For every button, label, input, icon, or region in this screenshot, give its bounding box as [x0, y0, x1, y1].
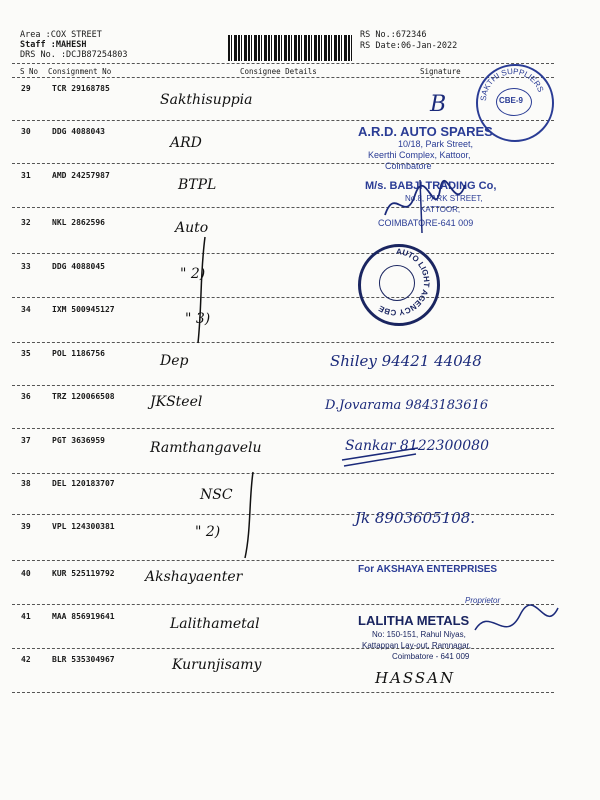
row-consignee: " 2) — [195, 524, 221, 540]
row-signature: Jk 8903605108. — [355, 509, 476, 527]
row-consignment: TRZ 120066508 — [52, 392, 115, 401]
row-divider — [12, 207, 554, 208]
row-signature: Sankar 8122300080 — [345, 438, 489, 454]
rs-number: RS No.:672346 — [360, 30, 427, 40]
row-consignee: Dep — [160, 353, 189, 369]
table-row — [0, 218, 600, 258]
col-consignment: Consignment No — [48, 67, 112, 76]
row-sno: 32 — [21, 218, 31, 227]
lalitha-stamp-addr1: No: 150-151, Rahul Niyas, — [372, 630, 466, 639]
row-consignment: DDG 4088043 — [52, 127, 105, 136]
babji-stamp-name: M/s. BABJI TRADING Co, — [365, 180, 497, 192]
row-consignee: Kurunjisamy — [172, 657, 262, 673]
row-consignment: IXM 500945127 — [52, 305, 115, 314]
row-divider — [12, 297, 554, 298]
ditto-bracket — [235, 470, 265, 560]
row-divider — [12, 560, 554, 561]
row-sno: 35 — [21, 349, 31, 358]
ard-stamp-addr3: Coimbatore — [385, 161, 432, 171]
ard-stamp-addr2: Keerthi Complex, Kattoor, — [368, 150, 471, 160]
row-divider — [12, 342, 554, 343]
table-row — [0, 509, 600, 562]
rs-date: RS Date:06-Jan-2022 — [360, 41, 458, 51]
row-sno: 36 — [21, 392, 31, 401]
table-row — [0, 392, 600, 432]
row-divider — [12, 253, 554, 254]
akshaya-stamp: For AKSHAYA ENTERPRISES — [358, 564, 498, 575]
table-row — [0, 655, 600, 695]
table-row — [0, 305, 600, 345]
babji-stamp-addr1: No.8, PARK STREET, — [405, 194, 483, 203]
row-sno: 34 — [21, 305, 31, 314]
row-divider — [12, 692, 554, 693]
row-consignment: NKL 2862596 — [52, 218, 105, 227]
row-consignee: Akshayaenter — [145, 569, 243, 585]
row-consignment: AMD 24257987 — [52, 171, 110, 180]
row-consignment: MAA 856919641 — [52, 612, 115, 621]
barcode — [228, 35, 352, 61]
row-sno: 30 — [21, 127, 31, 136]
row-sno: 39 — [21, 522, 31, 531]
row-signature: D.Jovarama 9843183616 — [325, 398, 489, 413]
signature-strike — [340, 440, 420, 470]
row-consignee: " 2) — [180, 266, 206, 282]
row-consignee: " 3) — [185, 311, 211, 327]
svg-text:AUTO LIGHT AGENCY CBE: AUTO LIGHT AGENCY CBE — [377, 246, 432, 318]
row-divider — [12, 120, 554, 121]
col-sno: S No — [20, 67, 39, 76]
lalitha-stamp-addr3: Coimbatore - 641 009 — [392, 652, 470, 661]
ditto-bracket — [180, 235, 220, 345]
row-sno: 37 — [21, 436, 31, 445]
drs-number: DRS No. :DCJB87254803 — [20, 50, 128, 60]
row-sno: 33 — [21, 262, 31, 271]
signature-scribble — [470, 600, 560, 650]
row-sno: 42 — [21, 655, 31, 664]
row-consignment: VPL 124300381 — [52, 522, 115, 531]
row-sno: 41 — [21, 612, 31, 621]
col-signature: Signature — [420, 67, 461, 76]
row-consignment: POL 1186756 — [52, 349, 105, 358]
row-divider — [12, 163, 554, 164]
row-consignee: Auto — [175, 220, 209, 236]
row-signature: B — [430, 92, 447, 117]
row-consignee: Sakthisuppia — [160, 92, 253, 108]
lalitha-stamp-name: LALITHA METALS — [358, 613, 470, 628]
babji-stamp-addr3: COIMBATORE-641 009 — [378, 218, 474, 228]
auto-light-agency-stamp — [358, 244, 440, 326]
row-signature: Shiley 94421 44048 — [330, 352, 482, 370]
header-divider — [12, 63, 554, 64]
row-consignment: PGT 3636959 — [52, 436, 105, 445]
column-divider — [12, 77, 554, 78]
row-consignment: DDG 4088045 — [52, 262, 105, 271]
svg-text:SAKTHI SUPPLIERS: SAKTHI SUPPLIERS — [478, 66, 546, 102]
babji-stamp-addr2: KATTOOR, — [420, 205, 461, 214]
row-consignee: Lalithametal — [170, 616, 260, 632]
row-consignee: JKSteel — [150, 394, 203, 410]
row-consignment: KUR 525119792 — [52, 569, 115, 578]
row-consignment: DEL 120183707 — [52, 479, 115, 488]
stamp-center-text: CBE-9 — [499, 96, 524, 105]
row-consignee: ARD — [170, 135, 202, 151]
row-signature: HASSAN — [375, 669, 456, 687]
stamp-inner-ring — [379, 265, 415, 301]
row-consignee: BTPL — [178, 177, 217, 193]
row-consignment: BLR 535304967 — [52, 655, 115, 664]
signature-scribble — [380, 175, 470, 235]
lalitha-stamp-addr2: Kattappan Lay-out, Ramnagar, — [362, 641, 471, 650]
row-divider — [12, 385, 554, 386]
area-label: Area :COX STREET — [20, 30, 102, 40]
row-divider — [12, 473, 554, 474]
table-row — [0, 349, 600, 389]
table-row — [0, 262, 600, 302]
row-sno: 31 — [21, 171, 31, 180]
ard-stamp-addr1: 10/18, Park Street, — [398, 139, 474, 149]
table-row — [0, 436, 600, 476]
row-sno: 29 — [21, 84, 31, 93]
row-sno: 40 — [21, 569, 31, 578]
row-consignee: Ramthangavelu — [150, 440, 262, 456]
ard-stamp-name: A.R.D. AUTO SPARES — [358, 124, 493, 139]
col-consignee: Consignee Details — [240, 67, 317, 76]
row-sno: 38 — [21, 479, 31, 488]
table-row — [0, 171, 600, 211]
row-divider — [12, 428, 554, 429]
staff-label: Staff :MAHESH — [20, 40, 87, 50]
row-consignee: NSC — [200, 487, 233, 503]
row-consignment: TCR 29168785 — [52, 84, 110, 93]
proprietor-label: Proprietor — [465, 596, 501, 605]
